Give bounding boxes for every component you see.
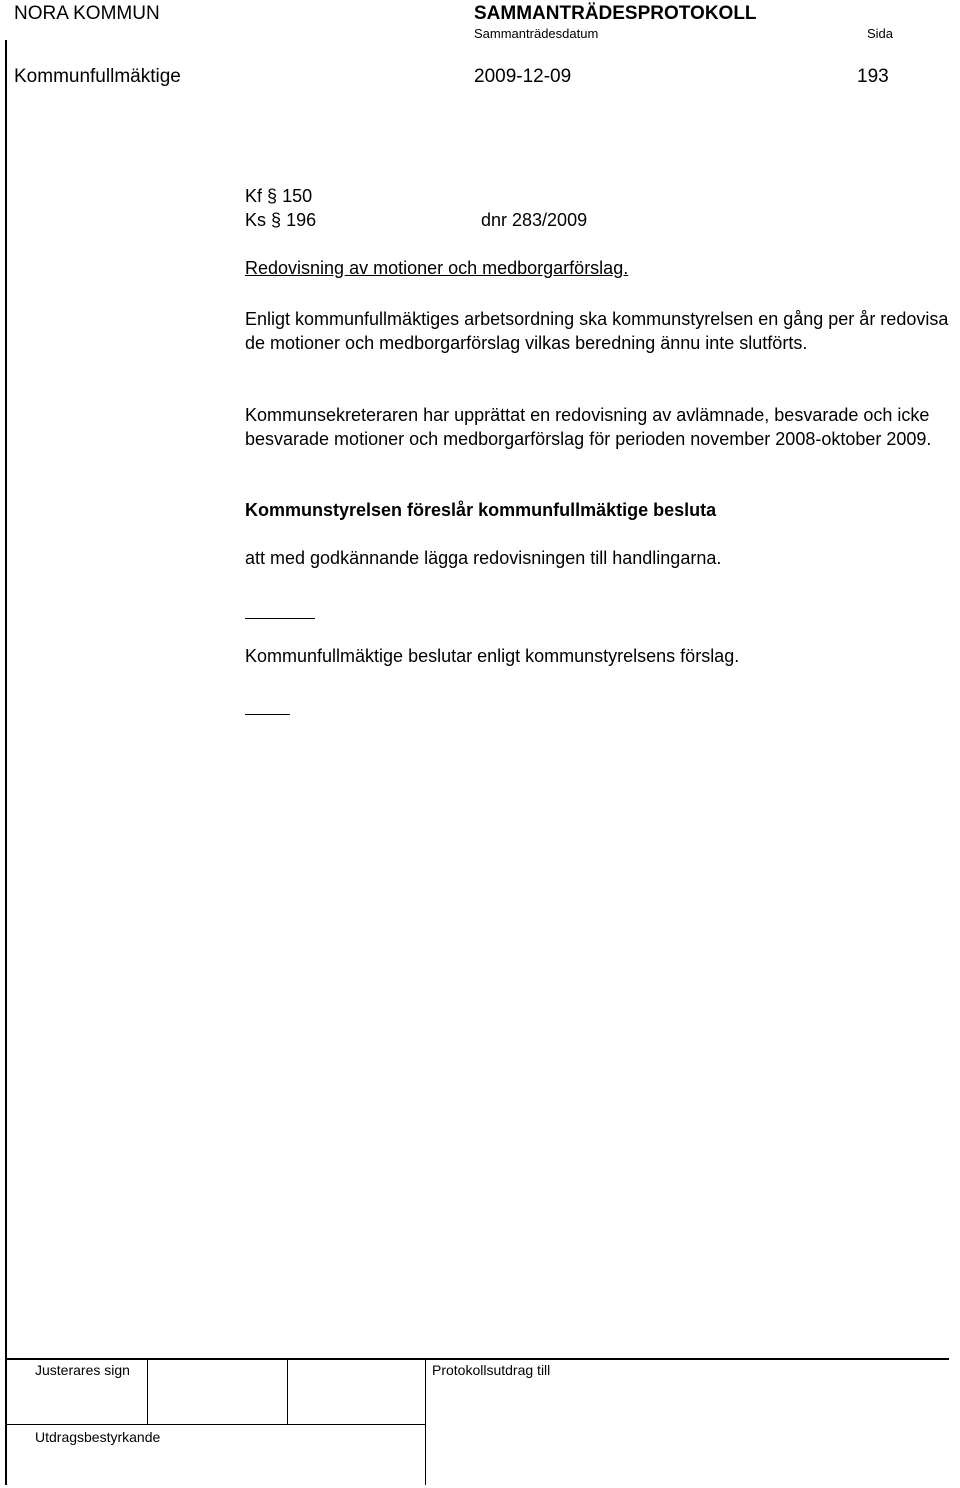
governing-body: Kommunfullmäktige bbox=[14, 66, 181, 87]
case-heading: Redovisning av motioner och medborgarförslag. bbox=[245, 258, 629, 278]
kf-paragraph-ref bbox=[245, 186, 312, 207]
document-title: SAMMANTRÄDESPROTOKOLL bbox=[474, 3, 757, 24]
footer-sign-row-bottom bbox=[5, 1424, 425, 1425]
meeting-date: 2009-12-09 bbox=[474, 66, 572, 87]
kf-number: 150 bbox=[282, 186, 313, 206]
diary-number: dnr 283/2009 bbox=[481, 210, 588, 230]
footer-divider-3 bbox=[425, 1359, 426, 1485]
meeting-date-label: Sammanträdesdatum bbox=[474, 26, 599, 41]
section-symbol: § bbox=[271, 210, 282, 230]
organization-name: NORA KOMMUN bbox=[14, 3, 160, 24]
footer-divider-2 bbox=[287, 1359, 288, 1425]
page-number: 193 bbox=[857, 66, 889, 87]
page-label: Sida bbox=[867, 26, 894, 41]
adjusters-sign-label: Justerares sign bbox=[35, 1362, 130, 1378]
protocol-excerpt-label: Protokollsutdrag till bbox=[432, 1362, 551, 1378]
separator-line bbox=[245, 618, 315, 619]
paragraph-redovisning: Kommunsekreteraren har upprättat en redovisning av avlämnade, besvarade och icke besvarade motioner och medborgarförslag för perioden november 2008-oktober 2009. bbox=[245, 405, 932, 449]
paragraph-arbetsordning: Enligt kommunfullmäktiges arbetsordning ska kommunstyrelsen en gång per år redovisa de motioner och medborgarförslag vilkas beredning ännu inte slutförts. bbox=[245, 309, 949, 353]
ks-paragraph-ref bbox=[245, 210, 316, 231]
decision-text: Kommunfullmäktige beslutar enligt kommunstyrelsens förslag. bbox=[245, 646, 740, 666]
section-symbol: § bbox=[267, 186, 278, 206]
ks-number: 196 bbox=[286, 210, 317, 230]
proposal-heading: Kommunstyrelsen föreslår kommunfullmäktige besluta bbox=[245, 500, 717, 520]
footer-divider-1 bbox=[147, 1359, 148, 1425]
proposal-text: att med godkännande lägga redovisningen till handlingarna. bbox=[245, 548, 722, 568]
left-margin-rule bbox=[5, 40, 7, 1485]
end-line bbox=[245, 714, 290, 715]
kf-prefix: Kf bbox=[245, 186, 263, 206]
excerpt-certifying-label: Utdragsbestyrkande bbox=[35, 1429, 161, 1445]
ks-prefix: Ks bbox=[245, 210, 267, 230]
